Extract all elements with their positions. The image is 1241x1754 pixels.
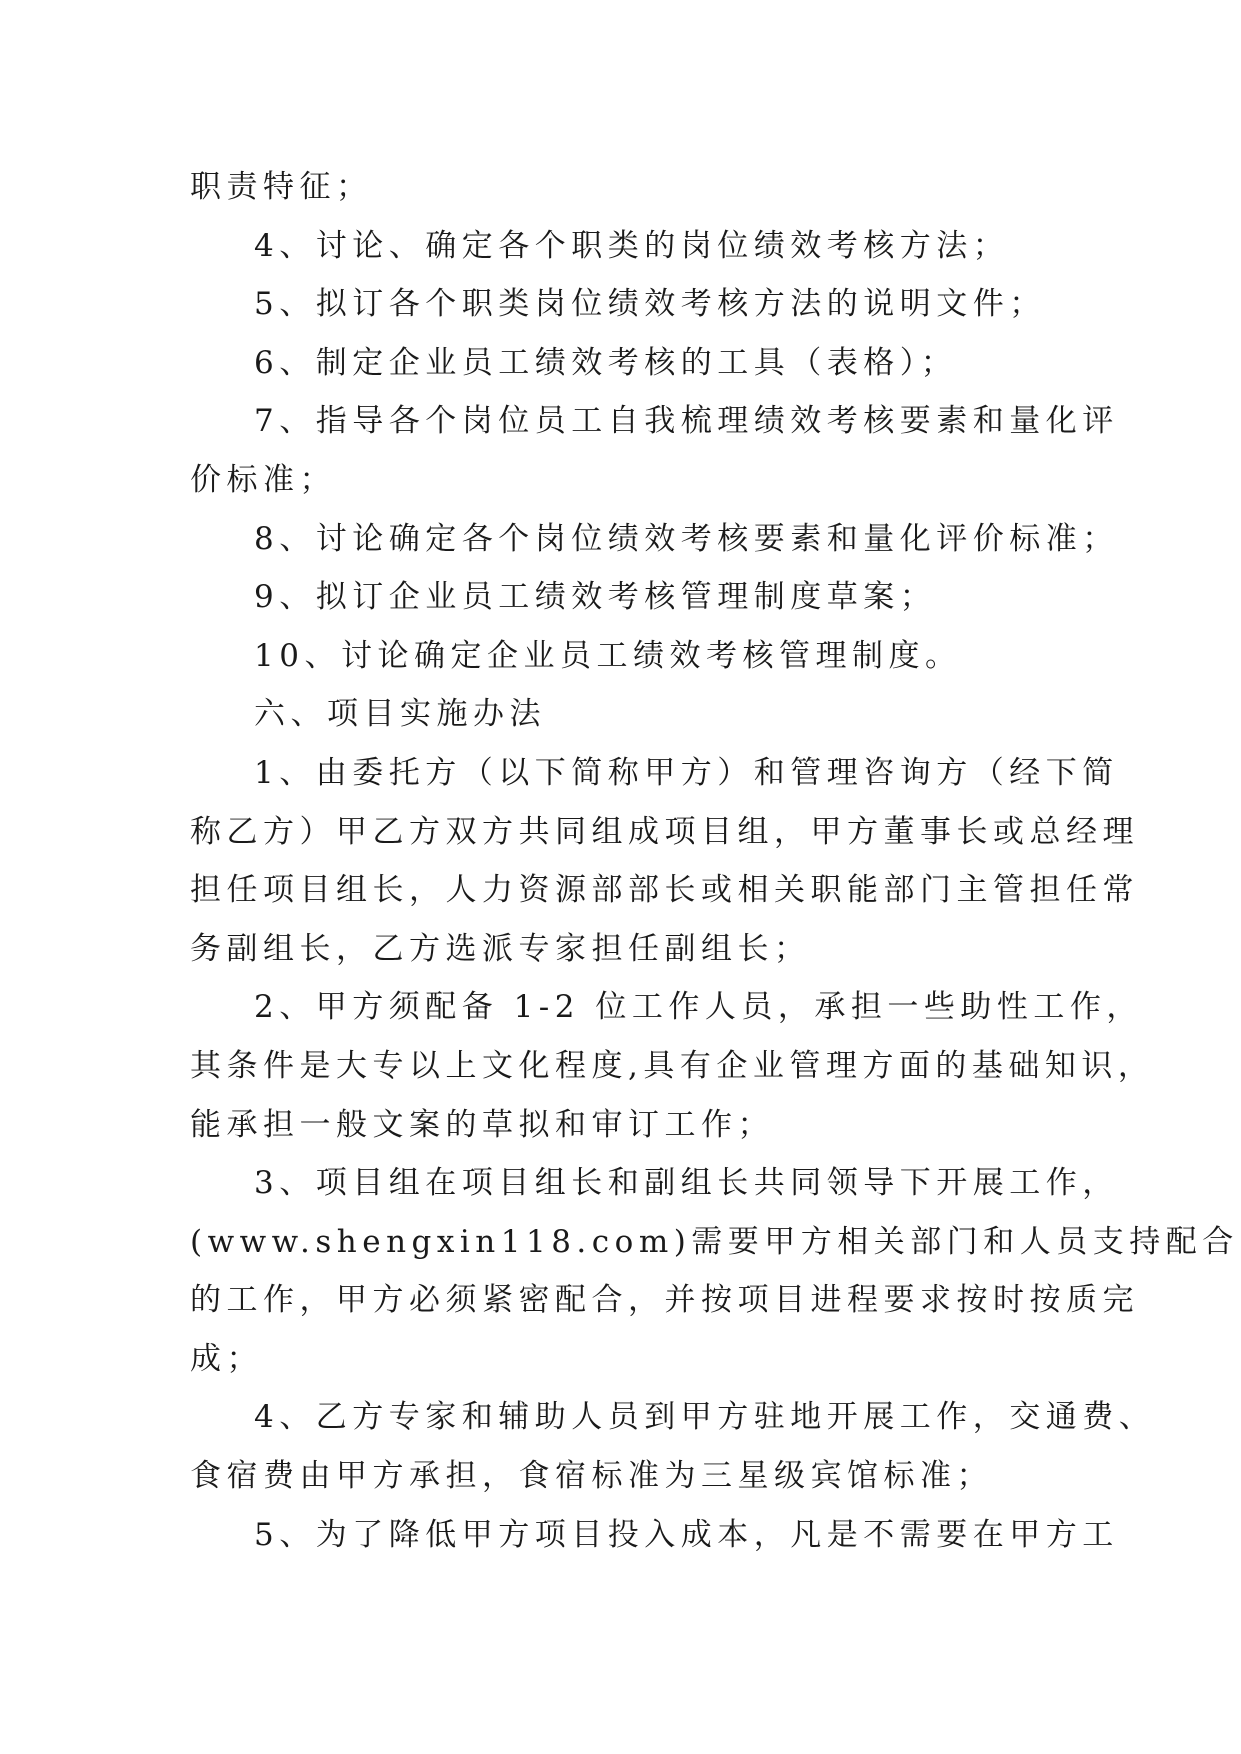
text-line: 8、讨论确定各个岗位绩效考核要素和量化评价标准； xyxy=(254,520,1119,557)
text-line: 其条件是大专以上文化程度,具有企业管理方面的基础知识， xyxy=(190,1047,1155,1084)
text-line: 4、讨论、确定各个职类的岗位绩效考核方法； xyxy=(254,227,1010,264)
text-line: 6、制定企业员工绩效考核的工具（表格）； xyxy=(254,344,958,381)
text-line: 务副组长，乙方选派专家担任副组长； xyxy=(190,930,811,967)
text-line: 4、乙方专家和辅助人员到甲方驻地开展工作，交通费、 xyxy=(254,1399,1156,1436)
text-line: 价标准； xyxy=(190,461,336,498)
text-line: 5、为了降低甲方项目投入成本，凡是不需要在甲方工 xyxy=(254,1516,1119,1553)
text-line: 能承担一般文案的草拟和审订工作； xyxy=(190,1106,774,1143)
text-line: 担任项目组长，人力资源部部长或相关职能部门主管担任常 xyxy=(190,872,1139,909)
text-line: 2、甲方须配备 1-2 位工作人员，承担一些助性工作， xyxy=(254,989,1143,1026)
text-line: 称乙方）甲乙方双方共同组成项目组，甲方董事长或总经理 xyxy=(190,813,1139,850)
text-line: 食宿费由甲方承担，食宿标准为三星级宾馆标准； xyxy=(190,1458,993,1495)
document-body xyxy=(190,158,1239,1564)
text-line: 9、拟订企业员工绩效考核管理制度草案； xyxy=(254,579,937,616)
text-line: 5、拟订各个职类岗位绩效考核方法的说明文件； xyxy=(254,286,1046,323)
text-line: 10、讨论确定企业员工绩效考核管理制度。 xyxy=(254,637,962,674)
section-heading: 六、项目实施办法 xyxy=(254,696,546,733)
text-line: 成； xyxy=(190,1340,263,1377)
text-line: (www.shengxin118.com)需要甲方相关部门和人员支持配合 xyxy=(190,1223,1239,1260)
text-line: 3、项目组在项目组长和副组长共同领导下开展工作， xyxy=(254,1165,1119,1202)
text-line: 7、指导各个岗位员工自我梳理绩效考核要素和量化评 xyxy=(254,403,1119,440)
text-line: 的工作，甲方必须紧密配合，并按项目进程要求按时按质完 xyxy=(190,1282,1139,1319)
text-line: 1、由委托方（以下简称甲方）和管理咨询方（经下简 xyxy=(254,754,1119,791)
text-line: 职责特征； xyxy=(190,169,373,205)
